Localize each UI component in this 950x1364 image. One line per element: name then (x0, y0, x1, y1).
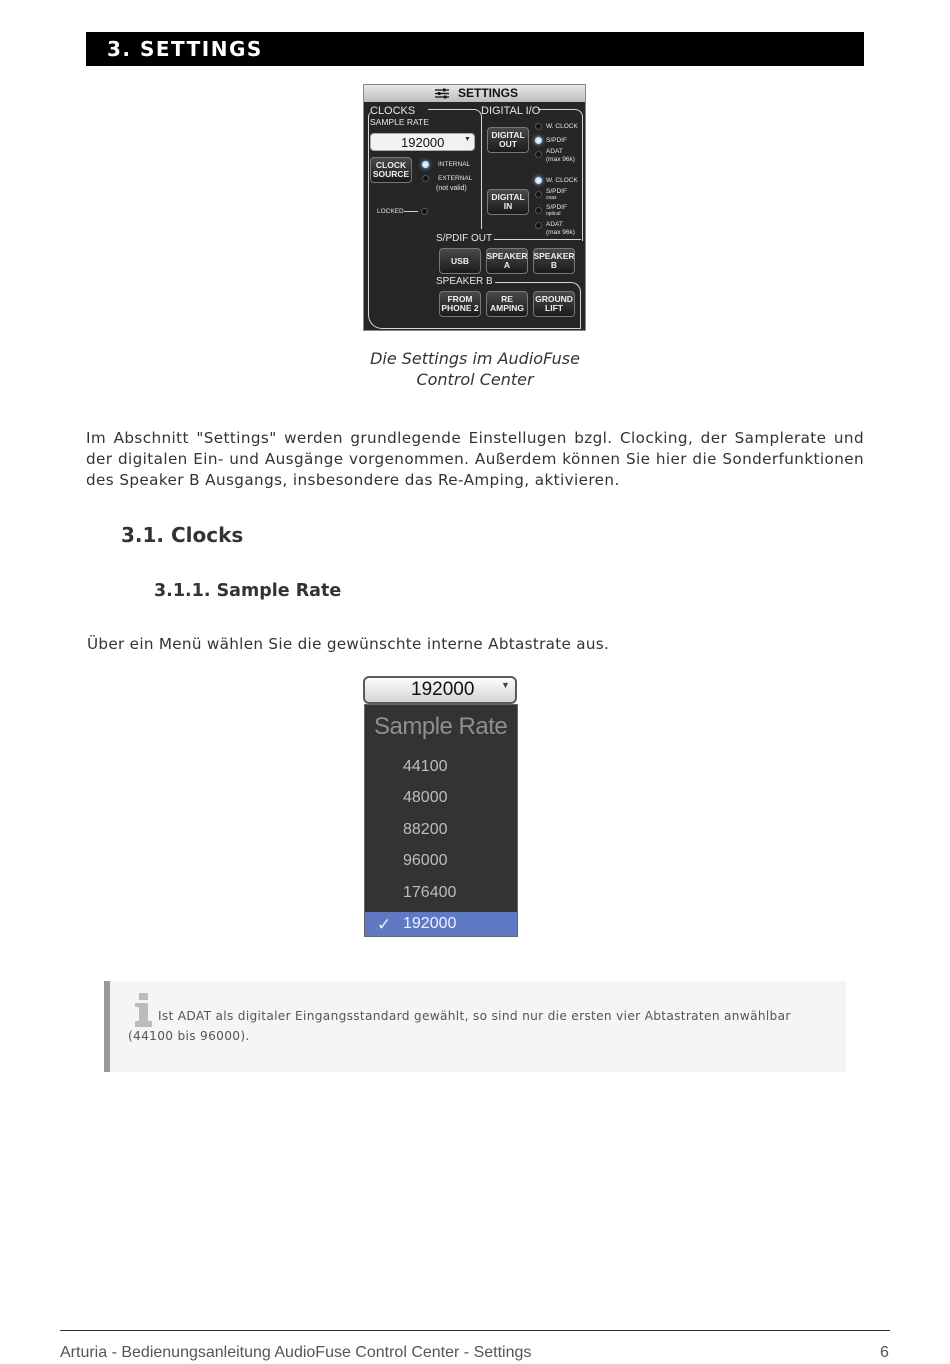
in-option-optical: optical (546, 211, 561, 217)
figure-caption-line-2: Control Center (416, 370, 534, 389)
sample-rate-select-value: 192000 (411, 679, 475, 700)
internal-label: INTERNAL (438, 161, 471, 168)
in-option-adat: ADAT (546, 221, 563, 228)
in-wclock-led (535, 177, 542, 184)
not-valid-label: (not valid) (436, 185, 467, 192)
digital-out-button[interactable]: DIGITAL OUT (487, 127, 529, 153)
in-option-wclock: W. CLOCK (546, 177, 578, 184)
spdif-out-label: S/PDIF OUT (436, 233, 493, 244)
page-number: 6 (880, 1344, 889, 1361)
in-adat-led (535, 222, 542, 229)
speaker-b-section-label: SPEAKER B (436, 276, 493, 287)
intro-paragraph: Im Abschnitt "Settings" werden grundlegende Einstellugen bzgl. Clocking, der Samplerate und der digitalen Ein- und Ausgänge vorgenommen. Außerdem können Sie hier die Sonderfunktionen des Speaker B Ausgangs, insbesondere das Re-Amping, aktivieren. (86, 429, 864, 489)
digital-io-label: DIGITAL I/O (481, 105, 541, 117)
chevron-down-icon: ▼ (464, 136, 471, 143)
sample-rate-menu-title: Sample Rate (374, 713, 508, 740)
internal-led (422, 161, 429, 168)
out-option-wclock: W. CLOCK (546, 123, 578, 130)
chapter-title-bar (86, 32, 864, 66)
re-amping-button[interactable]: RE AMPING (486, 291, 528, 317)
locked-led (421, 208, 428, 215)
footer-divider (60, 1330, 890, 1331)
chapter-title: 3. SETTINGS (107, 37, 263, 61)
clocks-frame-top (428, 109, 482, 229)
rate-option-176400[interactable]: 176400 (403, 884, 457, 901)
settings-panel-header (364, 85, 585, 102)
in-option-coax: coax (546, 195, 557, 201)
info-note (104, 981, 846, 1072)
speaker-b-button[interactable]: SPEAKER B (533, 248, 575, 274)
in-option-spdif-coax: S/PDIF (546, 188, 567, 195)
external-led (422, 175, 429, 182)
settings-panel-title: SETTINGS (458, 86, 519, 100)
locked-label: LOCKED (377, 208, 404, 215)
in-spdif-optical-led (535, 207, 542, 214)
rate-option-48000[interactable]: 48000 (403, 789, 448, 806)
rate-option-96000[interactable]: 96000 (403, 852, 448, 869)
footer-text: Arturia - Bedienungsanleitung AudioFuse Control Center - Settings (60, 1344, 532, 1361)
in-option-max: (max 96k) (546, 229, 575, 236)
chevron-down-icon: ▼ (501, 680, 510, 690)
from-phone-2-button[interactable]: FROM PHONE 2 (439, 291, 481, 317)
panel-sample-rate-select[interactable] (370, 133, 475, 151)
rate-option-192000[interactable]: ✓ 192000 (365, 912, 517, 936)
panel-sample-rate-value: 192000 (401, 135, 445, 150)
in-option-spdif-optical: S/PDIF (546, 204, 567, 211)
out-adat-led (535, 151, 542, 158)
figure-caption-line-1: Die Settings im AudioFuse (370, 349, 580, 368)
settings-panel-image (363, 84, 586, 331)
clocks-label: CLOCKS (370, 105, 416, 117)
sample-rate-menu (364, 704, 518, 937)
sample-rate-select[interactable] (363, 676, 517, 704)
sample-rate-paragraph: Über ein Menü wählen Sie die gewünschte interne Abtastrate aus. (87, 635, 610, 653)
section-heading: 3.1. Clocks (121, 523, 244, 547)
sliders-icon (434, 88, 450, 99)
info-note-text: Ist ADAT als digitaler Eingangsstandard gewählt, so sind nur die ersten vier Abtastraten anwählbar (44100 bis 96000). (128, 1009, 791, 1043)
out-spdif-led (535, 137, 542, 144)
usb-button[interactable]: USB (439, 248, 481, 274)
out-wclock-led (535, 123, 542, 130)
digital-in-button[interactable]: DIGITAL IN (487, 189, 529, 215)
out-option-max: (max 96k) (546, 156, 575, 163)
locked-line (404, 211, 418, 212)
clock-source-button[interactable]: CLOCK SOURCE (370, 157, 412, 183)
ground-lift-button[interactable]: GROUND LIFT (533, 291, 575, 317)
external-label: EXTERNAL (438, 175, 473, 182)
rate-option-44100[interactable]: 44100 (403, 758, 448, 775)
out-option-spdif: S/PDIF (546, 137, 567, 144)
out-option-adat: ADAT (546, 148, 563, 155)
rate-option-88200[interactable]: 88200 (403, 821, 448, 838)
spdif-frame-line (488, 239, 581, 240)
sample-rate-label: SAMPLE RATE (370, 117, 429, 127)
subsection-heading: 3.1.1. Sample Rate (154, 581, 342, 601)
checkmark-icon: ✓ (377, 915, 392, 934)
speaker-a-button[interactable]: SPEAKER A (486, 248, 528, 274)
in-spdif-coax-led (535, 191, 542, 198)
